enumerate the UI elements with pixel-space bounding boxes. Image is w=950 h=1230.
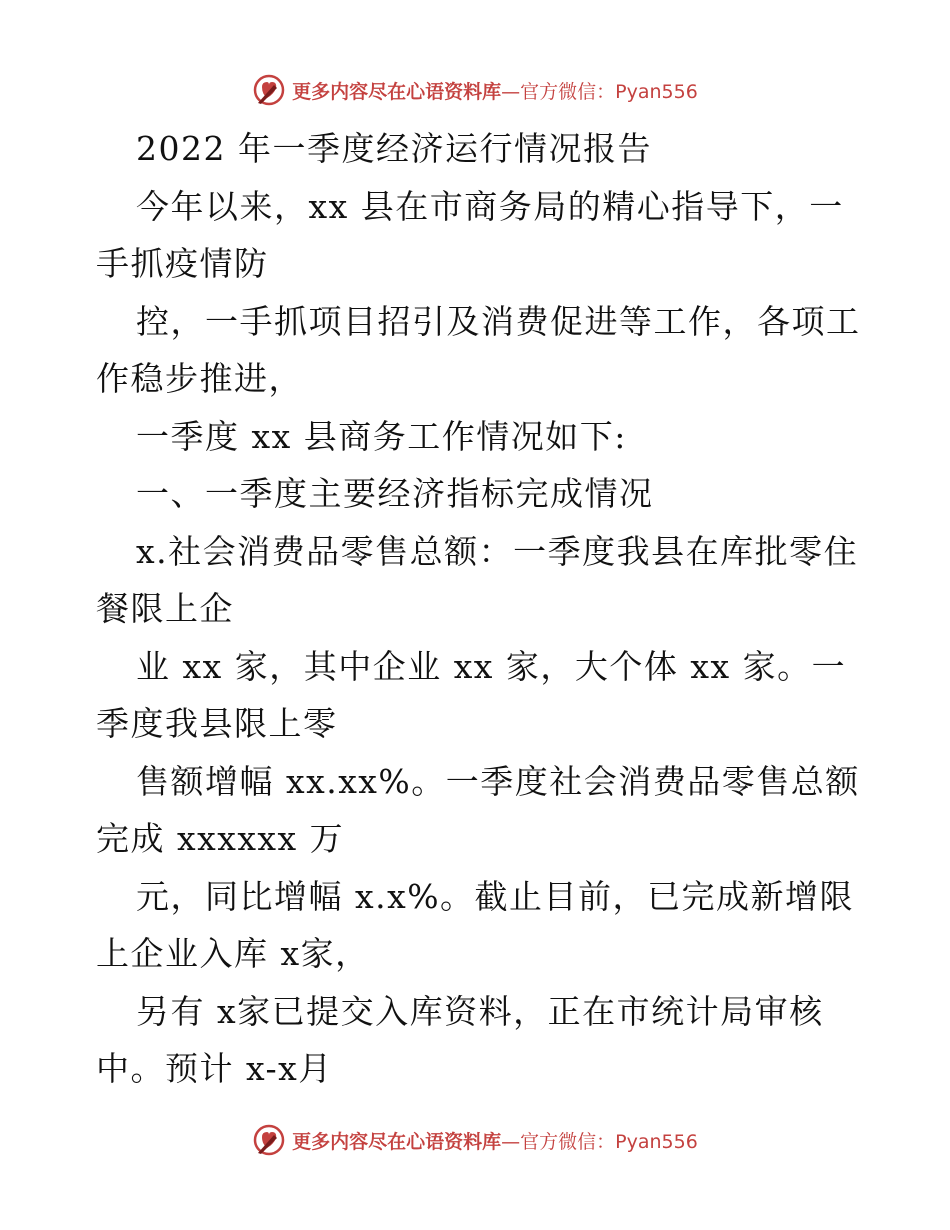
banner-slogan: 更多内容尽在心语资料库 — [292, 1130, 502, 1153]
document-body — [96, 120, 861, 1098]
document-title: 2022 年一季度经济运行情况报告 — [136, 129, 652, 168]
heart-pen-logo-icon — [252, 1123, 286, 1157]
paragraph-line: 元，同比增幅 x.x%。截止目前，已完成新增限 — [136, 876, 855, 916]
banner-slogan: 更多内容尽在心语资料库 — [292, 80, 502, 103]
paragraph-line: 业 xx 家，其中企业 xx 家，大个体 xx 家。一 — [136, 646, 847, 686]
footer-banner — [0, 1120, 950, 1160]
banner-contact: —官方微信：Pyan556 — [501, 1130, 698, 1153]
paragraph-line: 上企业入库 x家， — [96, 934, 370, 973]
banner-contact: —官方微信：Pyan556 — [501, 80, 698, 103]
paragraph-line: 手抓疫情防 — [96, 244, 269, 283]
paragraph-line: 今年以来，xx 县在市商务局的精心指导下，一 — [136, 186, 844, 226]
section-heading: 一、一季度主要经济指标完成情况 — [136, 474, 654, 513]
paragraph-line: 售额增幅 xx.xx%。一季度社会消费品零售总额 — [136, 761, 860, 801]
header-banner — [0, 70, 950, 110]
paragraph-line: 完成 xxxxxx 万 — [96, 819, 345, 858]
paragraph-line: 控，一手抓项目招引及消费促进等工作，各项工 — [136, 301, 861, 341]
paragraph-line: x.社会消费品零售总额：一季度我县在库批零住 — [136, 531, 859, 571]
heart-pen-logo-icon — [252, 73, 286, 107]
paragraph-line: 中。预计 x-x月 — [96, 1049, 333, 1088]
paragraph-line: 季度我县限上零 — [96, 704, 338, 743]
paragraph-line: 作稳步推进， — [96, 359, 303, 398]
paragraph-line: 一季度 xx 县商务工作情况如下: — [136, 416, 627, 456]
paragraph-line: 餐限上企 — [96, 589, 234, 628]
paragraph-line: 另有 x家已提交入库资料，正在市统计局审核 — [136, 991, 824, 1031]
